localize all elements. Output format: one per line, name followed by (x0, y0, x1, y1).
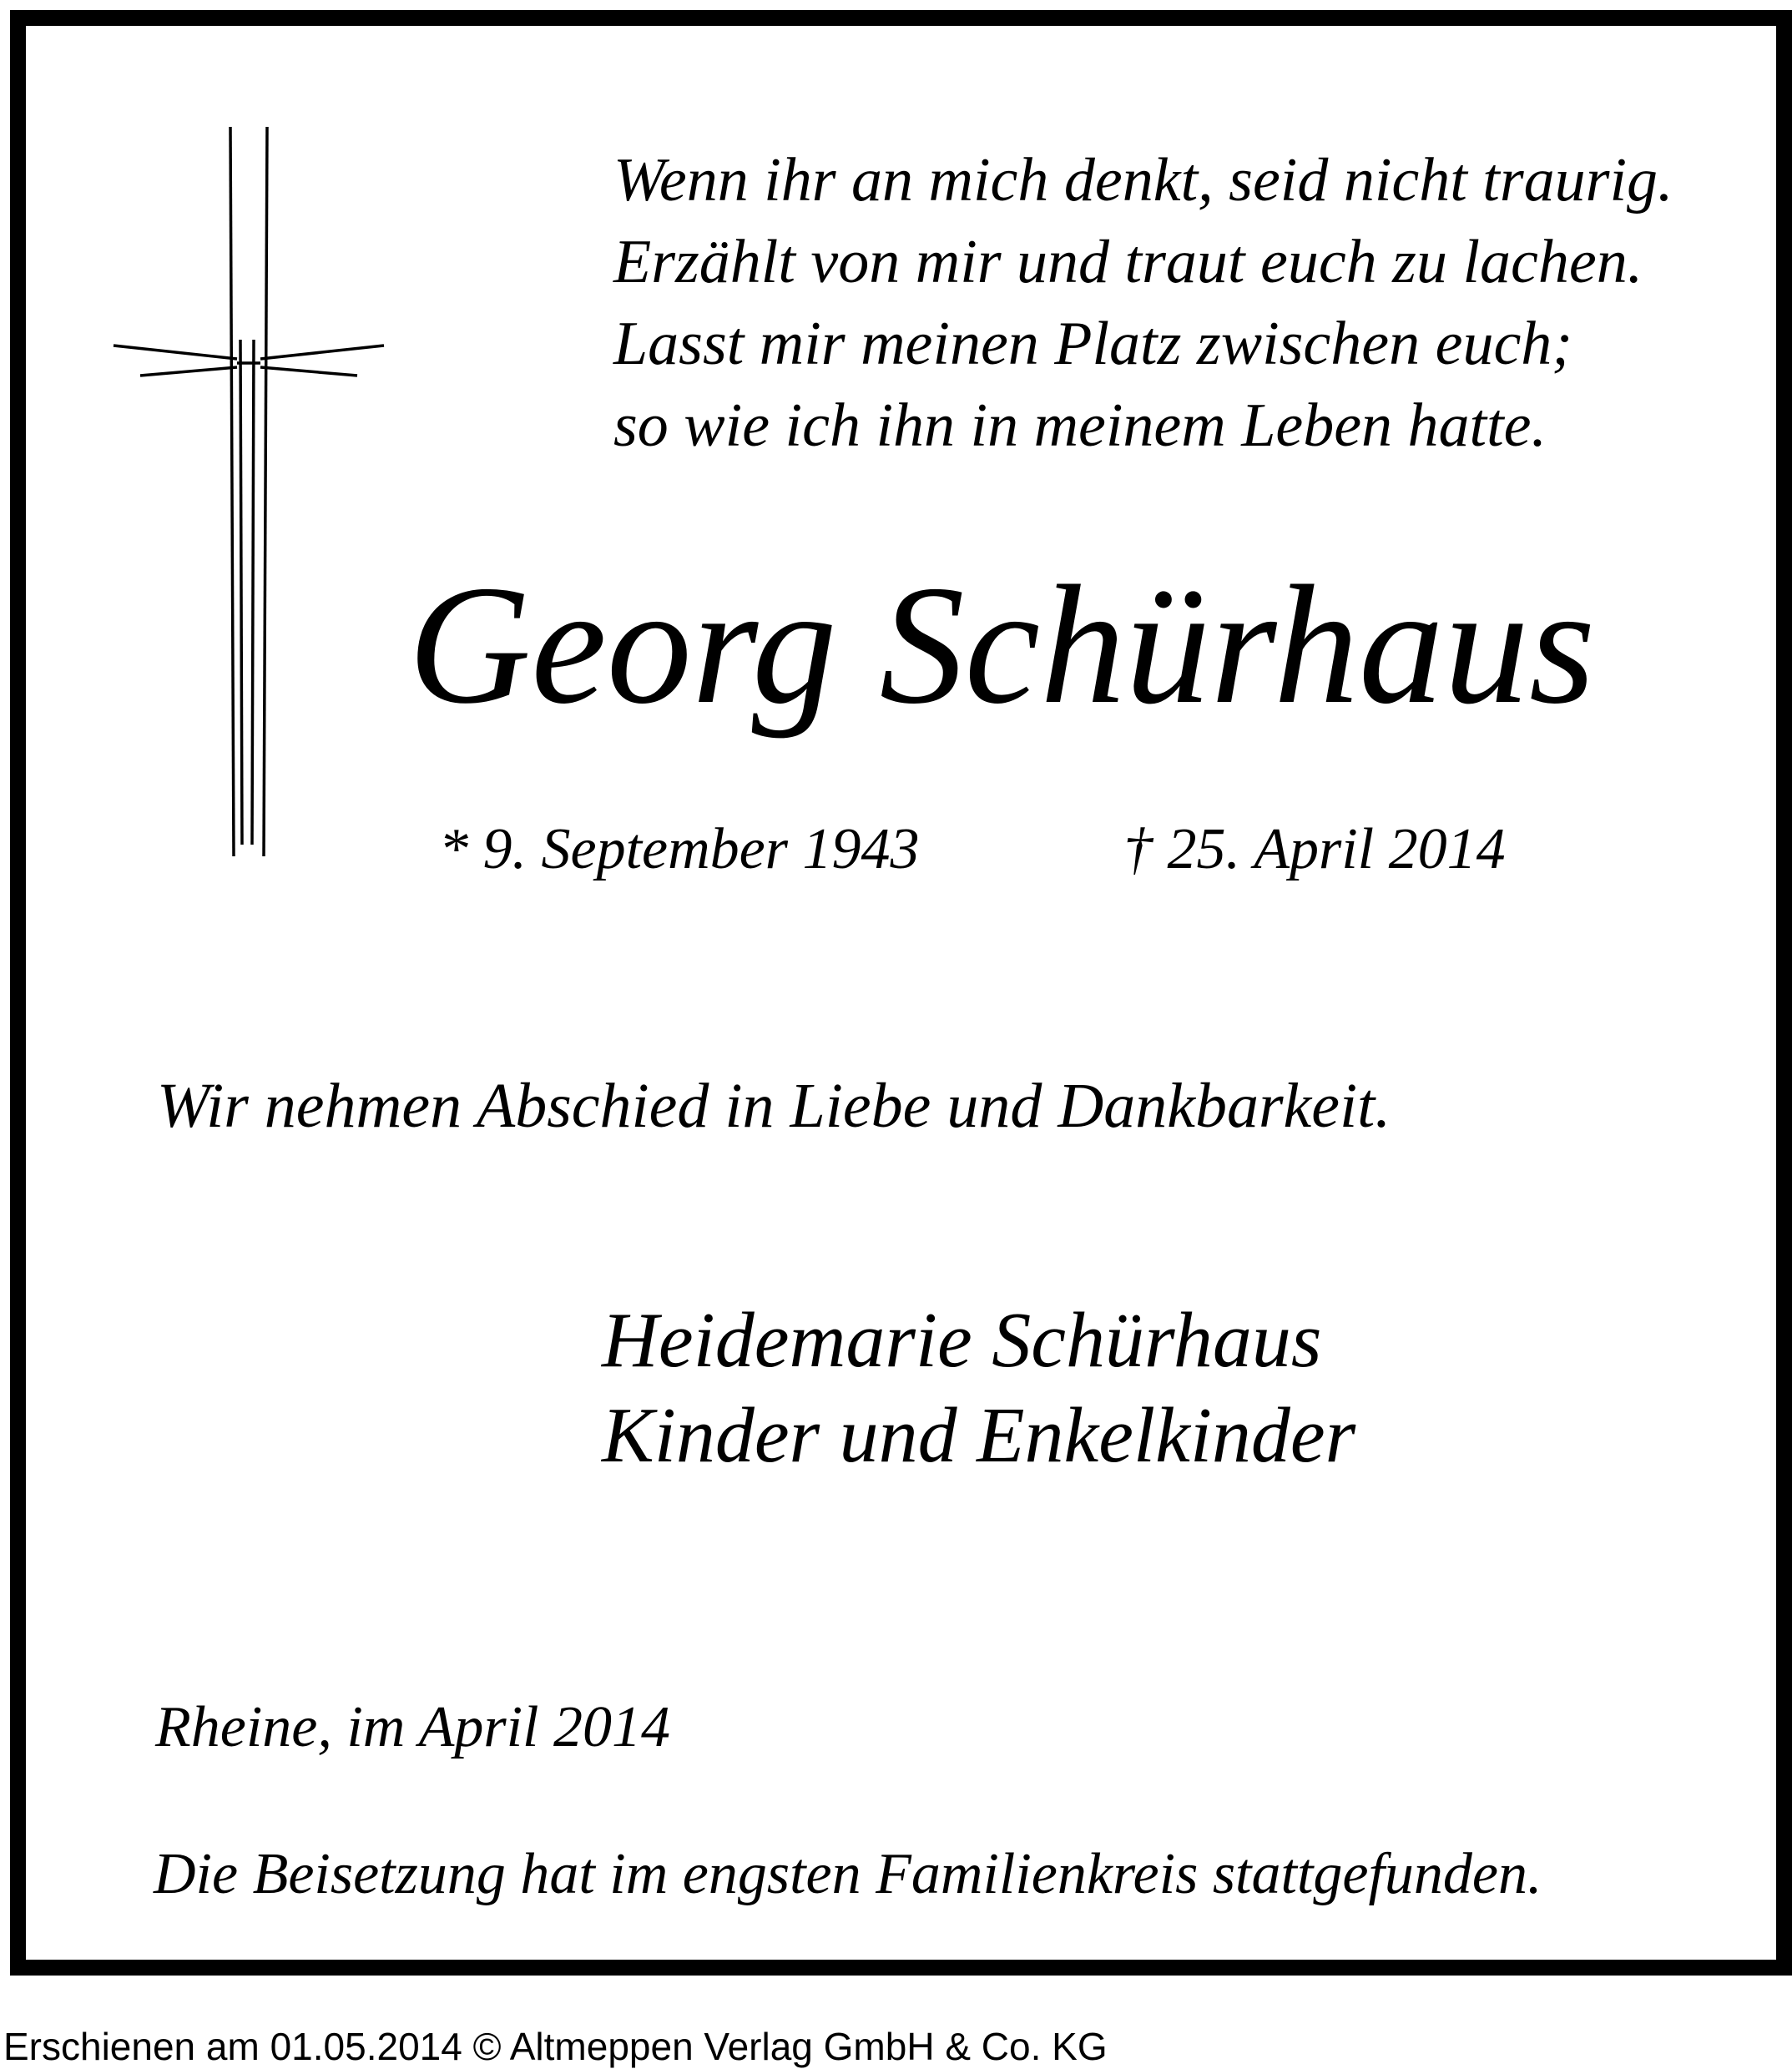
mourners (602, 1293, 1355, 1483)
farewell-line: Wir nehmen Abschied in Liebe und Dankbarkeit. (157, 1071, 1391, 1141)
poem (613, 139, 1673, 467)
mourner-line: Kinder und Enkelkinder (602, 1392, 1356, 1479)
mourner-line: Heidemarie Schürhaus (602, 1297, 1322, 1384)
cross-icon (112, 127, 387, 861)
deceased-name: Georg Schürhaus (408, 551, 1596, 739)
burial-note: Die Beisetzung hat im engsten Familienkreis stattgefunden. (154, 1842, 1542, 1906)
poem-line: Erzählt von mir und traut euch zu lachen. (613, 228, 1643, 296)
poem-line: Lasst mir meinen Platz zwischen euch; (613, 310, 1572, 378)
poem-line: so wie ich ihn in meinem Leben hatte. (613, 391, 1547, 460)
publication-footer: Erschienen am 01.05.2014 © Altmeppen Verlag GmbH & Co. KG (3, 2025, 1108, 2068)
death-date: † 25. April 2014 (1123, 817, 1506, 881)
place-and-date: Rheine, im April 2014 (155, 1695, 670, 1759)
obituary-frame (10, 10, 1792, 1976)
poem-line: Wenn ihr an mich denkt, seid nicht traurig. (613, 146, 1673, 214)
birth-date: * 9. September 1943 (439, 817, 920, 881)
